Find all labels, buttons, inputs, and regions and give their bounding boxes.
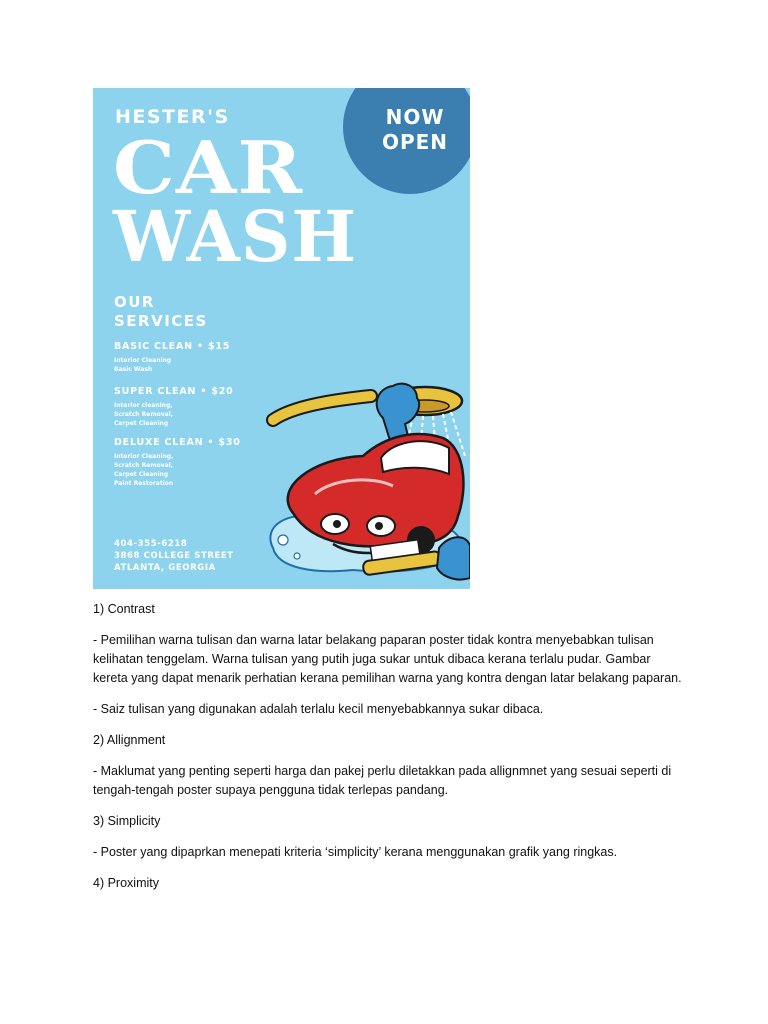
service-name: DELUXE CLEAN • $30 <box>114 437 241 448</box>
paragraph-contrast-2: - Saiz tulisan yang digunakan adalah terlalu kecil menyebabkannya sukar dibaca. <box>93 702 544 716</box>
service-detail: Carpet Cleaning <box>114 471 169 478</box>
title-car: CAR <box>113 125 304 210</box>
section-heading-contrast: 1) Contrast <box>93 602 155 616</box>
service-detail: Interior Cleaning <box>114 357 172 364</box>
contact-info <box>114 538 234 574</box>
service-detail: Scratch Removal, <box>114 462 174 469</box>
paragraph-contrast-1: - Pemilihan warna tulisan dan warna latar belakang paparan poster tidak kontra menyebabkan tulisan kelihatan tenggelam. Warna tulisan yang putih juga sukar untuk dibaca kerana terlalu pudar. Gambar kereta yang dapat menarik perhatian kerana pemilihan warna yang kontra dengan latar belakang paparan. <box>93 633 682 685</box>
services-heading-line2: SERVICES <box>114 312 208 330</box>
service-basic <box>114 341 264 374</box>
cartoon-car-illustration <box>253 288 470 589</box>
car-wash-poster <box>93 88 470 589</box>
contact-phone: 404-355-6218 <box>114 539 188 549</box>
badge-line-now: NOW <box>385 105 445 129</box>
brand-name: HESTER'S <box>115 106 230 128</box>
contact-city: ATLANTA, GEORGIA <box>114 563 216 573</box>
paragraph-alignment-1: - Maklumat yang penting seperti harga dan pakej perlu diletakkan pada allignmnet yang sesuai seperti di tengah-tengah poster supaya pengguna tidak terlepas pandang. <box>93 764 672 797</box>
title-wash: WASH <box>113 195 358 278</box>
contact-street: 3868 COLLEGE STREET <box>114 551 234 561</box>
service-detail: Basic Wash <box>114 366 153 373</box>
glove-bottom-icon <box>437 537 470 579</box>
services-heading-line1: OUR <box>114 293 155 311</box>
badge-line-open: OPEN <box>381 130 449 154</box>
service-detail: Carpet Cleaning <box>114 420 169 427</box>
paragraph-simplicity-1: - Poster yang dipaprkan menepati kriteria ‘simplicity’ kerana menggunakan grafik yang ringkas. <box>93 845 618 859</box>
service-name: BASIC CLEAN • $15 <box>114 341 231 352</box>
service-super <box>114 386 264 428</box>
service-detail: Scratch Removal, <box>114 411 174 418</box>
services-heading <box>114 293 234 331</box>
section-heading-simplicity: 3) Simplicity <box>93 814 161 828</box>
document-body <box>93 600 683 893</box>
service-deluxe <box>114 437 264 488</box>
service-detail: Interior Cleaning, <box>114 453 174 460</box>
service-detail: Interior cleaning, <box>114 402 173 409</box>
section-heading-proximity: 4) Proximity <box>93 876 159 890</box>
now-open-text <box>363 105 467 155</box>
section-heading-alignment: 2) Allignment <box>93 733 166 747</box>
service-detail: Paint Restoration <box>114 480 174 487</box>
service-name: SUPER CLEAN • $20 <box>114 386 234 397</box>
